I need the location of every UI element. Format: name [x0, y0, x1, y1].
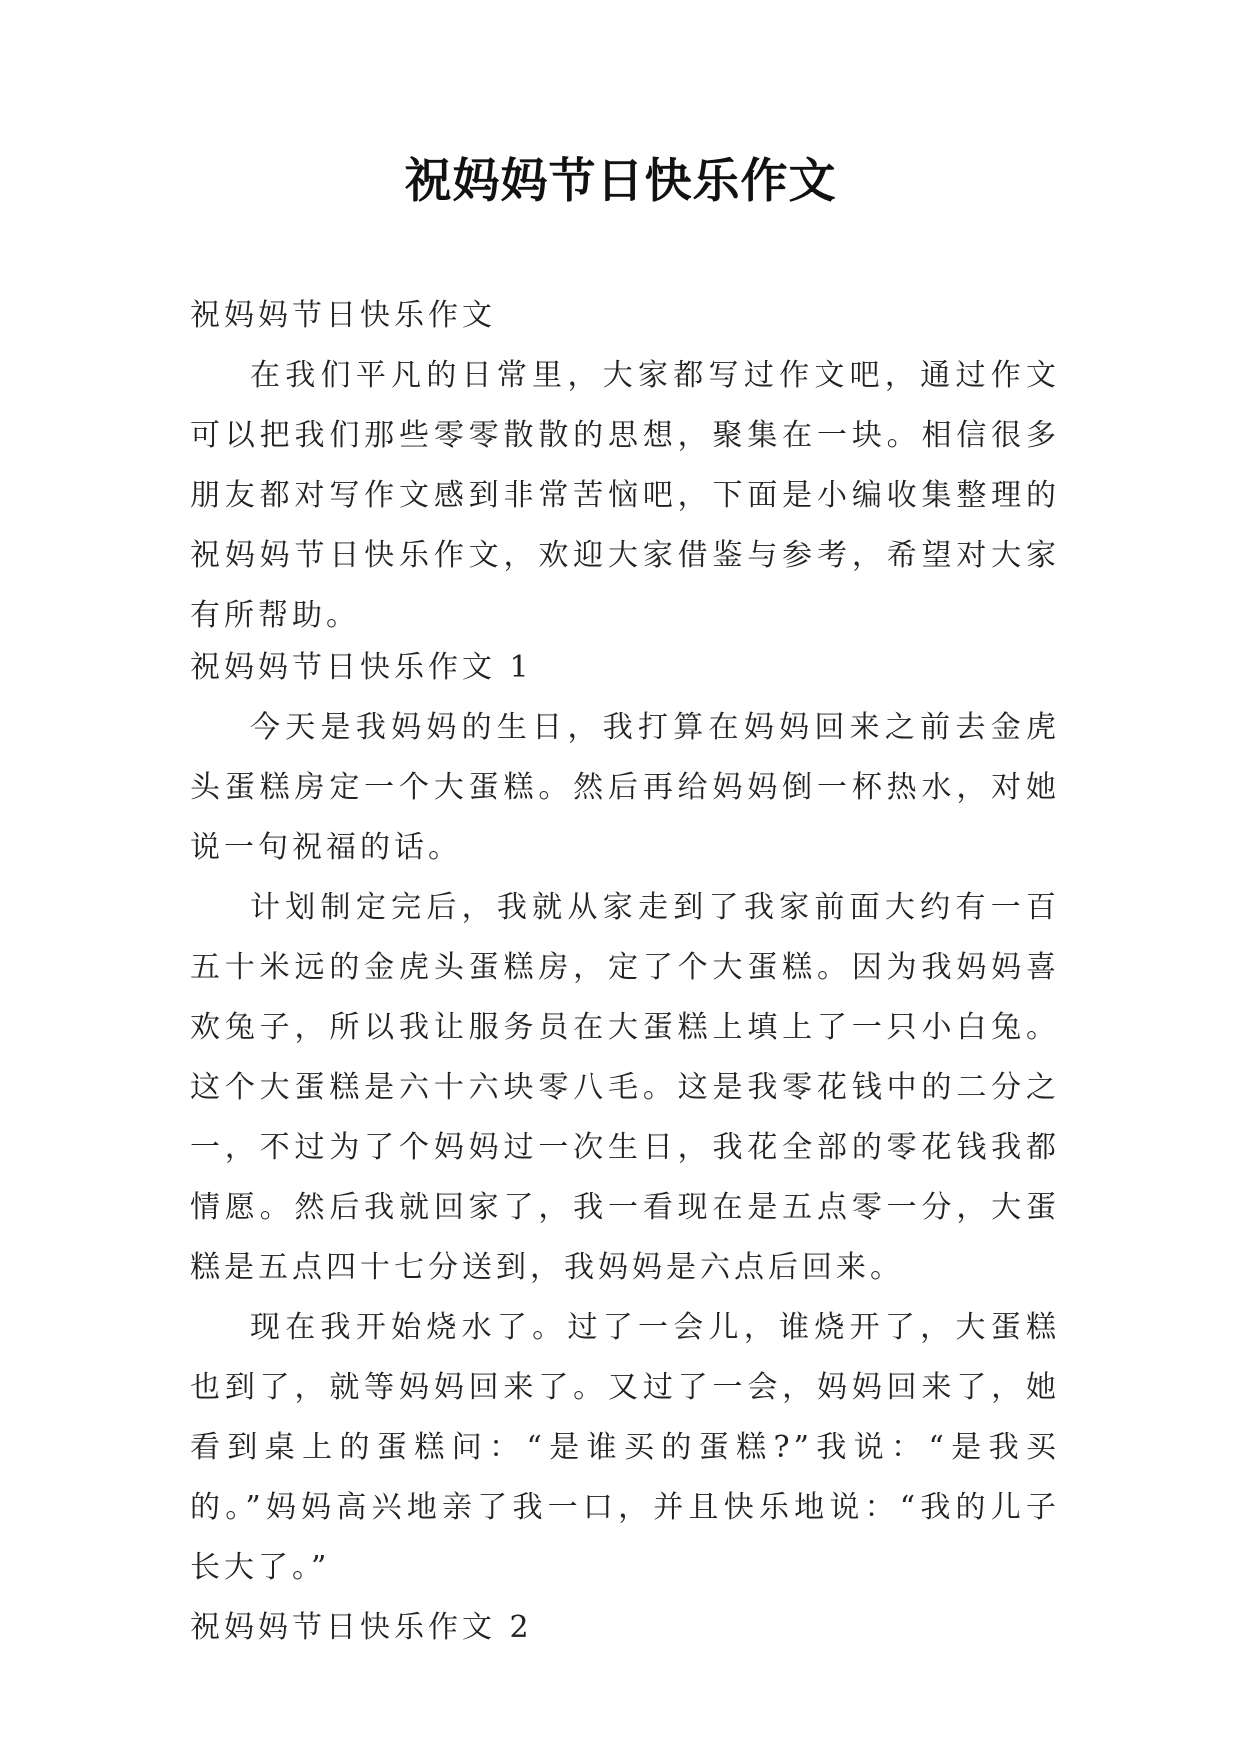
section-2-heading: 祝妈妈节日快乐作文 2 — [190, 1610, 533, 1645]
section-1-heading: 祝妈妈节日快乐作文 1 — [190, 650, 533, 685]
section-1-paragraph-3: 现在我开始烧水了。过了一会儿，谁烧开了，大蛋糕也到了，就等妈妈回来了。又过了一会，妈妈回来了，她看到桌上的蛋糕问：“是谁买的蛋糕?”我说：“是我买的。”妈妈高兴地亲了我一口，并且快乐地说：“我的儿子长大了。” — [190, 1310, 1060, 1585]
document-title: 祝妈妈节日快乐作文 — [404, 154, 837, 209]
essay-section-1 — [190, 638, 1060, 1658]
section-1-paragraph-2: 计划制定完后，我就从家走到了我家前面大约有一百五十米远的金虎头蛋糕房，定了个大蛋糕。因为我妈妈喜欢兔子，所以我让服务员在大蛋糕上填上了一只小白兔。这个大蛋糕是六十六块零八毛。这是我零花钱中的二分之一，不过为了个妈妈过一次生日，我花全部的零花钱我都情愿。然后我就回家了，我一看现在是五点零一分，大蛋糕是五点四十七分送到，我妈妈是六点后回来。 — [190, 890, 1060, 1285]
intro-paragraph: 在我们平凡的日常里，大家都写过作文吧，通过作文可以把我们那些零零散散的思想，聚集在一块。相信很多朋友都对写作文感到非常苦恼吧，下面是小编收集整理的祝妈妈节日快乐作文，欢迎大家借鉴与参考，希望对大家有所帮助。 — [190, 358, 1060, 633]
section-1-paragraph-1: 今天是我妈妈的生日，我打算在妈妈回来之前去金虎头蛋糕房定一个大蛋糕。然后再给妈妈倒一杯热水，对她说一句祝福的话。 — [190, 710, 1060, 865]
intro-section — [190, 286, 1060, 646]
intro-heading: 祝妈妈节日快乐作文 — [190, 298, 496, 333]
